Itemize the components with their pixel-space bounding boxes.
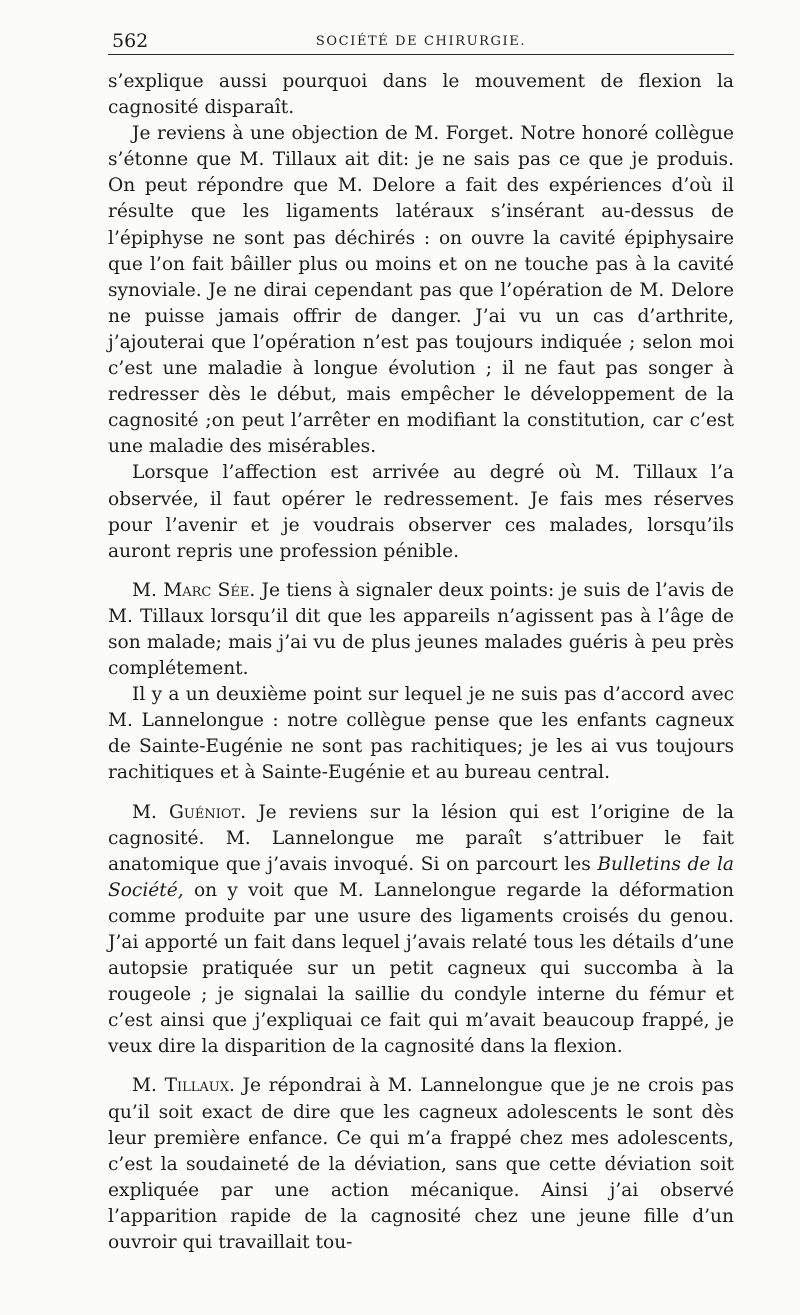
page-header	[108, 26, 734, 55]
paragraph-reserves: Lorsque l’affection est arrivée au degré où M. Tillaux l’a observée, il faut opérer le redressement. Je fais mes réserves pour l’avenir et je voudrais observer ces malades, lorsqu’ils auront repris une profession pénible.	[108, 462, 734, 562]
paragraph-second-point: Il y a un deuxième point sur lequel je ne suis pas d’accord avec M. Lannelongue : notre collègue pense que les enfants cagneux de Sainte-Eugénie ne sont pas rachitiques; je les ai vus toujours rachitiques et à Sainte-Eugénie et au bureau central.	[108, 684, 734, 784]
page-number: 562	[112, 30, 149, 52]
paragraph-gueniot: M. Guéniot. Je reviens sur la lésion qui est l’origine de la cagnosité. M. Lannelongue me paraît s’attribuer le fait anatomique que j’avais invoqué. Si on parcourt les Bulletins de la Société, on y voit que M. Lannelongue regarde la déformation comme produite par une usure des ligaments croisés du genou. J’ai apporté un fait dans lequel j’avais relaté tous les détails d’une autopsie pratiquée sur un petit cagneux qui succomba à la rougeole ; je signalai la saillie du condyle interne du fémur et c’est ainsi que j’expliquai ce fait qui m’avait beaucoup frappé, je veux dire la disparition de la cagnosité dans la flexion.	[108, 801, 735, 1058]
running-head: SOCIÉTÉ DE CHIRURGIE.	[315, 34, 527, 49]
speaker-name: M. Marc Sée.	[132, 579, 256, 601]
speaker-name: M. Tillaux.	[132, 1075, 235, 1097]
paragraph-marc-see: M. Marc Sée. Je tiens à signaler deux points: je suis de l’avis de M. Tillaux lorsqu’il dit que les appareils n’agissent pas à l’âge de son malade; mais j’ai vu de plus jeunes malades guéris à peu près complétement.	[108, 579, 734, 680]
speaker-name: M. Guéniot.	[132, 801, 247, 823]
journal-title: Bulletins de la Société,	[108, 853, 735, 901]
body-text	[108, 69, 734, 1256]
paragraph-tillaux: M. Tillaux. Je répondrai à M. Lannelongue que je ne crois pas qu’il soit exact de dire que les cagneux adolescents le sont dès leur première enfance. Ce qui m’a frappé chez mes adolescents, c’est la soudaineté de la déviation, sans que cette déviation soit expliquée par une action mécanique. Ainsi j’ai observé l’apparition rapide de la cagnosité chez une jeune fille d’un ouvroir qui travaillait tou-	[108, 1075, 734, 1254]
paragraph-continuation: s’explique aussi pourquoi dans le mouvement de flexion la cagnosité disparaît.	[108, 71, 734, 119]
paragraph-delore-reply: Je reviens à une objection de M. Forget. Notre honoré collègue s’étonne que M. Tillaux ait dit: je ne sais pas ce que je produis. On peut répondre que M. Delore a fait des expériences d’où il résulte que les ligaments latéraux s’insérant au-dessus de l’épiphyse ne sont pas déchirés : on ouvre la cavité épiphysaire que l’on fait bâiller plus ou moins et on ne touche pas à la cavité synoviale. Je ne dirai cependant pas que l’opération de M. Delore ne puisse jamais offrir de danger. J’ai vu un cas d’arthrite, j’ajouterai que l’opération n’est pas toujours indiquée ; selon moi c’est une maladie à longue évolution ; il ne faut pas songer à redresser dès le début, mais empêcher le développement de la cagnosité ;on peut l’arrêter en modifiant la constitution, car c’est une maladie des misérables.	[108, 123, 734, 458]
